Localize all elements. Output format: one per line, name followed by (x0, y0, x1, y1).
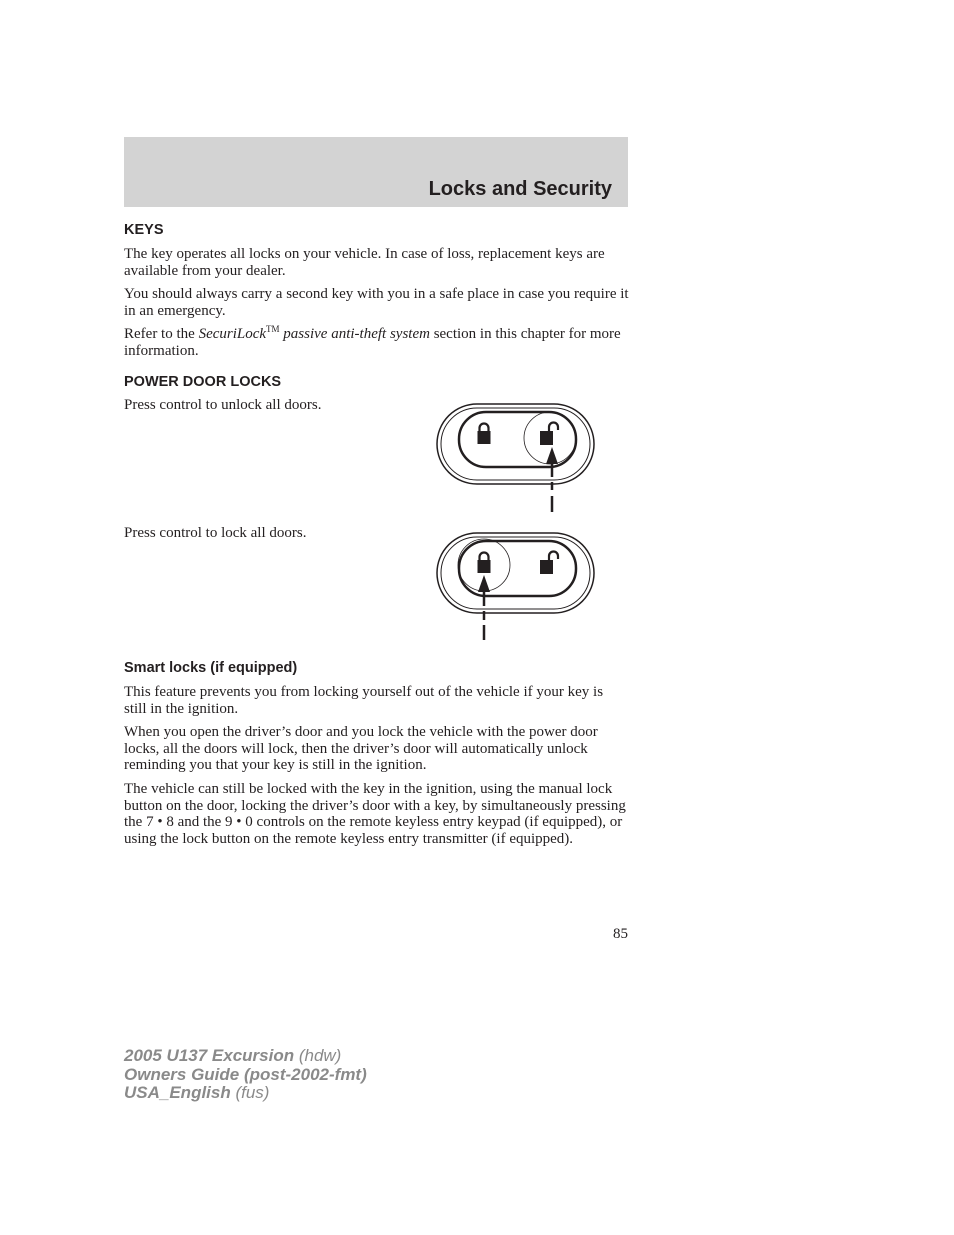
smart-locks-paragraph-3: The vehicle can still be locked with the key in the ignition, using the manual lock button on the door, locking the driver’s door with a key, by simultaneously pressing the 7 • 8 and the 9 • 0 controls on the remote keyless entry keypad (if equipped), or using the lock button on the remote keyless entry transmitter (if equipped). (124, 781, 626, 847)
lock-icon (478, 553, 491, 574)
unlock-icon (540, 423, 558, 446)
trademark-mark: TM (266, 324, 280, 334)
smart-locks-paragraph-1: This feature prevents you from locking yourself out of the vehicle if your key is still in the ignition. (124, 684, 604, 717)
footer-line-1: 2005 U137 Excursion (hdw) (124, 1046, 342, 1065)
footer-line-2: Owners Guide (post-2002-fmt) (124, 1064, 367, 1084)
page-title: Locks and Security (428, 178, 612, 200)
lock-icon (478, 424, 491, 445)
keys-paragraph-1: The key operates all locks on your vehicle. In case of loss, replacement keys are available from your dealer. (124, 246, 605, 279)
smart-locks-heading: Smart locks (if equipped) (124, 660, 298, 676)
document-footer (124, 1047, 367, 1103)
keys-paragraph-3: Refer to the SecuriLock™ passive anti-theft system section in this chapter for more information. (124, 324, 621, 359)
unlock-instruction: Press control to unlock all doors. (124, 397, 322, 413)
unlock-icon (540, 552, 558, 575)
smart-locks-paragraph-2: When you open the driver’s door and you lock the vehicle with the power door locks, all the doors will lock, then the driver’s door will automatically unlock reminding you that your key is still in the ignition. (124, 724, 598, 773)
page-number: 85 (613, 926, 628, 942)
keys-heading: KEYS (124, 222, 164, 238)
footer-line-3: USA_English (fus) (124, 1083, 270, 1102)
arrow-up-icon (478, 575, 490, 640)
unlock-control-illustration (430, 400, 602, 518)
header-band (124, 137, 628, 207)
keys-paragraph-2: You should always carry a second key with you in a safe place in case you require it in an emergency. (124, 286, 629, 319)
power-door-locks-heading: POWER DOOR LOCKS (124, 374, 282, 390)
lock-control-illustration (430, 529, 602, 645)
lock-instruction: Press control to lock all doors. (124, 525, 307, 541)
